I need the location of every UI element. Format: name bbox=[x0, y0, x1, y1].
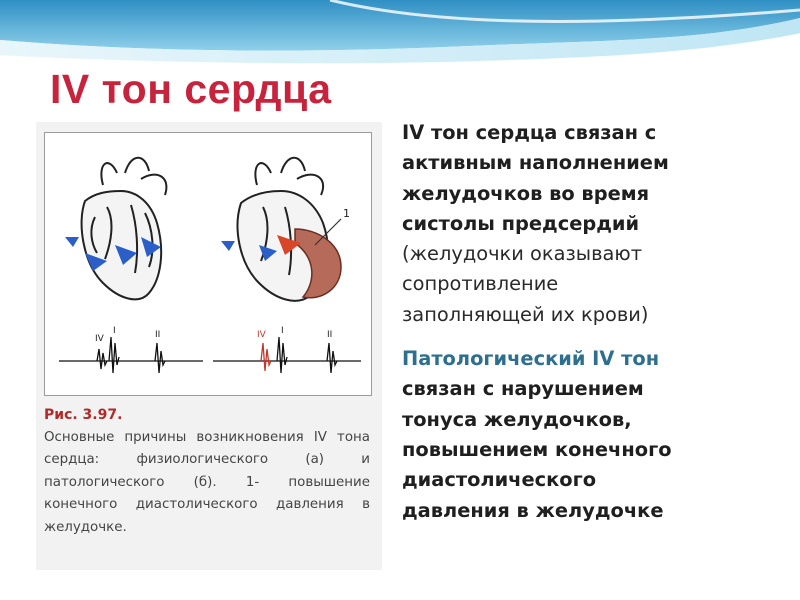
phonocardiogram-a bbox=[59, 337, 203, 373]
heart-figure bbox=[44, 132, 372, 396]
para2-bold bbox=[402, 374, 782, 525]
text-line: заполняющей их крови) bbox=[402, 302, 649, 326]
figure-number: Рис. 3.97. bbox=[44, 407, 123, 423]
text-line: активным наполнением bbox=[402, 151, 669, 175]
text-line: повышением конечного bbox=[402, 437, 672, 461]
text-line: (желудочки оказывают bbox=[402, 242, 643, 266]
tone-label-ii-b: II bbox=[327, 330, 333, 340]
para1-normal bbox=[402, 239, 782, 330]
text-line: IV тон сердца связан с bbox=[402, 121, 657, 144]
text-line: давления в желудочке bbox=[402, 498, 664, 522]
paragraph-pathological bbox=[402, 344, 782, 526]
text-line: систолы предсердий bbox=[402, 211, 640, 235]
text-line: диастолического bbox=[402, 468, 597, 492]
explanation-text bbox=[402, 118, 782, 526]
tone-label-iv-b: IV bbox=[257, 330, 266, 340]
figure-caption-text: Основные причины возникновения IV тона сердца: физиологического (а) и патологического (б). 1- повышение конечного диастолического давления в желудочке. bbox=[44, 429, 370, 535]
pathological-heading: Патологический IV тон bbox=[402, 347, 660, 371]
heart-illustration bbox=[45, 133, 371, 395]
text-line: сопротивление bbox=[402, 272, 559, 296]
header-wave-decoration bbox=[0, 0, 800, 70]
tone-label-ii-a: II bbox=[155, 330, 161, 340]
tone-label-i-b: I bbox=[281, 326, 284, 336]
text-line: желудочков во время bbox=[402, 181, 650, 205]
tone-label-iv-a: IV bbox=[95, 334, 104, 344]
figure-panel bbox=[36, 122, 382, 570]
tone-label-i-a: I bbox=[113, 326, 116, 336]
para1-bold bbox=[402, 118, 782, 239]
paragraph-physiological bbox=[402, 118, 782, 330]
figure-caption bbox=[44, 404, 370, 540]
marker-label-1: 1 bbox=[343, 207, 350, 220]
slide-title: IV тон сердца bbox=[50, 66, 332, 112]
text-line: связан с нарушением bbox=[402, 377, 644, 401]
heart-physiological bbox=[82, 158, 167, 300]
phonocardiogram-b bbox=[213, 337, 361, 373]
text-line: тонуса желудочков, bbox=[402, 407, 632, 431]
